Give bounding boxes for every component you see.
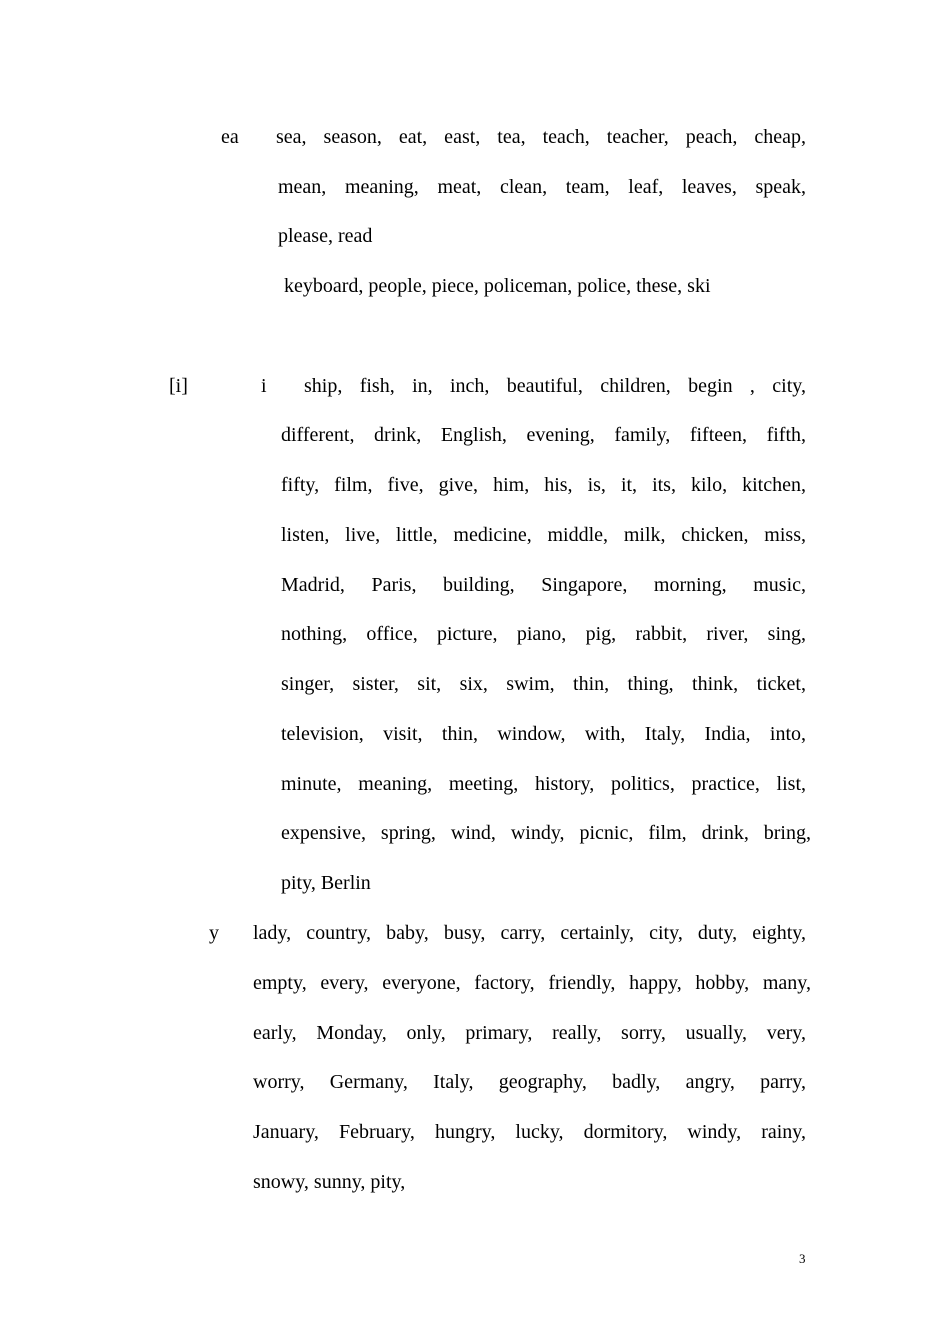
i-line-9: minute, meaning, meeting, history, politics, practice, list, [281, 773, 806, 795]
y-line-1: lady, country, baby, busy, carry, certainly, city, duty, eighty, [253, 922, 806, 944]
i-line-10: expensive, spring, wind, windy, picnic, film, drink, bring, [281, 822, 811, 844]
i-line-2: different, drink, English, evening, family, fifteen, fifth, [281, 424, 806, 446]
y-line-3: early, Monday, only, primary, really, sorry, usually, very, [253, 1022, 806, 1044]
i-line-7: singer, sister, sit, six, swim, thin, thing, think, ticket, [281, 673, 806, 695]
i-line-8: television, visit, thin, window, with, Italy, India, into, [281, 723, 806, 745]
i-line-3: fifty, film, five, give, him, his, is, it, its, kilo, kitchen, [281, 474, 806, 496]
page-number: 3 [799, 1251, 806, 1266]
y-line-6: snowy, sunny, pity, [253, 1171, 406, 1193]
ea-line-3: please, read [278, 225, 373, 247]
i-line-1: ship, fish, in, inch, beautiful, children, begin , city, [304, 375, 806, 397]
ea-extra-line: keyboard, people, piece, policeman, police, these, ski [284, 275, 711, 297]
y-line-5: January, February, hungry, lucky, dormitory, windy, rainy, [253, 1121, 806, 1143]
i-line-6: nothing, office, picture, piano, pig, rabbit, river, sing, [281, 623, 806, 645]
ea-line-2: mean, meaning, meat, clean, team, leaf, leaves, speak, [278, 176, 806, 198]
y-key: y [209, 922, 219, 944]
y-line-4: worry, Germany, Italy, geography, badly, angry, parry, [253, 1071, 806, 1093]
i-line-11: pity, Berlin [281, 872, 371, 894]
ea-line-1: sea, season, eat, east, tea, teach, teacher, peach, cheap, [276, 126, 806, 148]
i-line-5: Madrid, Paris, building, Singapore, morning, music, [281, 574, 806, 596]
ea-key: ea [221, 126, 239, 148]
phoneme-i-label: [i] [169, 375, 188, 397]
i-key: i [261, 375, 267, 397]
i-line-4: listen, live, little, medicine, middle, milk, chicken, miss, [281, 524, 806, 546]
y-line-2: empty, every, everyone, factory, friendly, happy, hobby, many, [253, 972, 811, 994]
